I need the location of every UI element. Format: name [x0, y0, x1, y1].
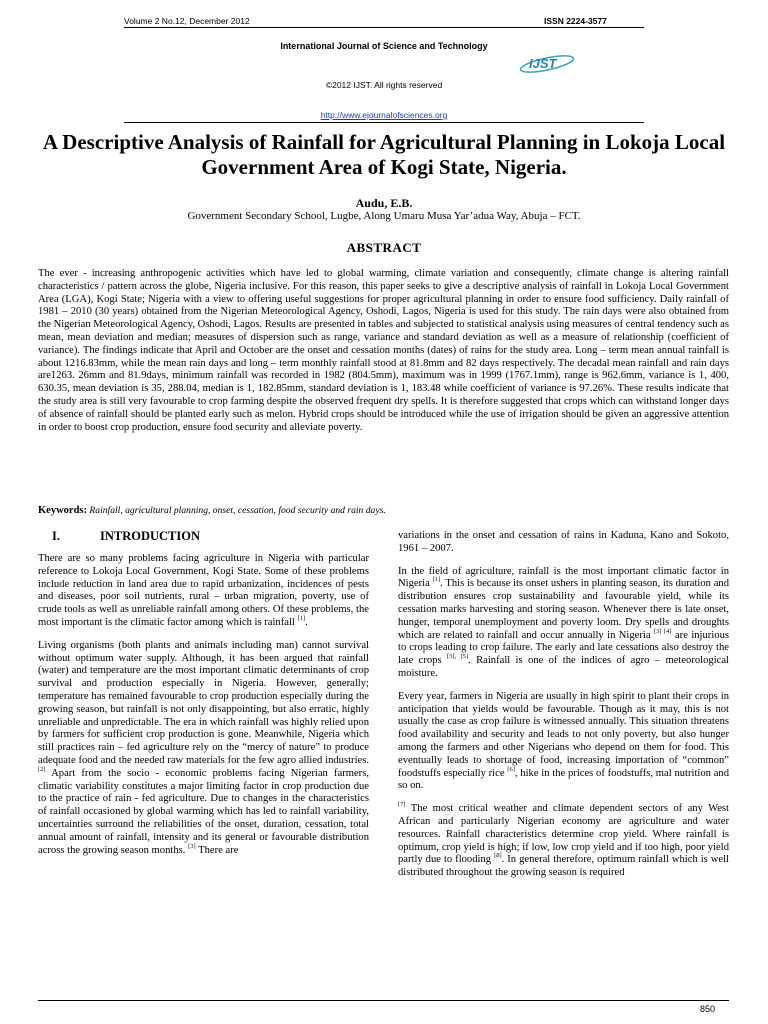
left-column — [38, 530, 369, 857]
header-rule — [124, 27, 644, 28]
citation: [3] [4] — [653, 627, 672, 635]
copyright: ©2012 IJST. All rights reserved — [325, 80, 443, 90]
section-number: I. — [52, 529, 60, 543]
logo-text: IJST — [529, 56, 557, 71]
intro-paragraph-3: In the field of agriculture, rainfall is the most important climatic factor in Nigeria [1]. This is because its onset ushers in planting season, its duration and distribution ensures crop sustainability and favourable yield, while its cessation marks harvesting and storing season. Whenever there is late onset, hunger, temporal unemployment and poverty loom. Dry spells and droughts which are related to rainfall and occur annually in Nigeria [3] [4] are injurious to crops leading to crop failure. The early and late cessations also destroy the late crops [3], [5]. Rainfall is one of the indices of agro – meteorological moisture. — [398, 565, 730, 679]
volume-label: Volume 2 No.12, December 2012 — [124, 16, 250, 26]
citation: [8] — [494, 852, 502, 860]
article-title: A Descriptive Analysis of Rainfall for Agricultural Planning in Lokoja Local Government Area of Kogi State, Nigeria. — [42, 130, 726, 179]
section-title: INTRODUCTION — [100, 529, 201, 543]
right-column — [398, 530, 729, 880]
abstract-text: The ever - increasing anthropogenic activities which have led to global warming, climate variation and consequently, climate change is altering rainfall characteristics / pattern across the globe, Nigeria inclusive. For this reason, this paper seeks to give a descriptive analysis of rainfall in Lokoja Local Government Area (LGA), Kogi State; Nigeria with a view to offering useful suggestions for proper agricultural planning in order to ensure food sufficiency. Daily rainfall of 1981 – 2010 (30 years) obtained from the Nigerian Meteorological Agency, Oshodi, Lagos, Nigeria is used for this study. The rain days were also obtained from the Nigerian Meteorological Agency, Oshodi, Lagos. Results are presented in tables and subjected to statistical analysis using measures of central tendency such as mean, mean deviation and median; measures of dispersion such as range, variance and standard deviation as well as a measure of relationship (coefficient of variance). The findings indicate that April and October are the onset and cessation months (dates) of rains for the study area. Long – term mean annual rainfall is about 1216.83mm, while the mean rain days and long – term monthly rainfall stood at 81.8mm and 82 days respectively. The decadal mean rainfall and rain days are1263. 26mm and 81.9days, minimum rainfall was recorded in 1982 (804.5mm), maximum was in 1999 (1767.1mm), range is 962.6mm, variance is 1, 400, 630.35, mean deviation is 35, 288.04, median is 1, 182.85mm, standard deviation is 1, 183.48 while coefficient of variance is 97.26%. These results indicate that the study area is still very favourable to crop farming despite the observed frequent dry spells. It is therefore suggested that crops which can withstand longer days of absence of rainfall should be planted early such as melon. Hybrid crops should be introduced while the use of irrigation should be given an aggressive attention in order to boost crop production, ensure food security and alleviate poverty. — [38, 268, 729, 433]
citation: [7] — [398, 801, 406, 809]
citation: [1] — [297, 614, 306, 622]
citation: [1] — [432, 576, 441, 584]
citation: [2] — [38, 765, 46, 773]
intro-paragraph-5: [7] The most critical weather and climate dependent sectors of any West African and particularly Nigerian economy are agriculture and water resources. Rainfall characteristics determine crop yield. Where rainfall is optimum, crop yield is high; if low, low crop yield and if too high, poor yield partly due to flooding [8]. In general therefore, optimum rainfall which is well distributed throughout the growing season is required — [398, 801, 730, 879]
author-affiliation: Government Secondary School, Lugbe, Along Umaru Musa Yar’adua Way, Abuja – FCT. — [187, 210, 581, 222]
intro-paragraph-4: Every year, farmers in Nigeria are usually in high spirit to plant their crops in anticipation that yields would be favourable. Though as it may, this is not usually the case as crop failure is witnessed annually. This situation threatens food availability and security and leads to not only poverty, but also hunger among the farmers and other Nigerians who depend on them for food. This eventually leads to shortage of food, increasing importation of “common” foodstuffs especially rice [6], hike in the prices of foodstuffs, mal nutrition and so on. — [398, 690, 729, 792]
journal-url-link[interactable]: http://www.ejournalofsciences.org — [320, 110, 448, 120]
section-heading — [38, 530, 369, 544]
url-rule — [124, 122, 644, 123]
keywords-text: Rainfall, agricultural planning, onset, cessation, food security and rain days. — [89, 505, 386, 516]
abstract-heading: ABSTRACT — [346, 240, 422, 255]
journal-name: International Journal of Science and Technology — [280, 41, 488, 51]
citation: [3], [5] — [446, 653, 469, 661]
issn-label: ISSN 2224-3577 — [544, 16, 607, 26]
intro-paragraph-1: There are so many problems facing agriculture in Nigeria with particular reference to Lokoja Local Government, Kogi State. Some of these problems include reduction in land area due to rapid urbanization, incidences of pests and diseases, poor soil nutrients, rural – urban migration, poverty, use of crude tools as well as unreliable rainfall among others. Of these problems, the most important is the climatic factor among which is rainfall [1]. — [38, 553, 369, 628]
keywords-label: Keywords: — [38, 505, 87, 516]
page-number: 850 — [700, 1004, 716, 1014]
citation: [3] — [188, 842, 196, 850]
citation: [6] — [507, 765, 515, 773]
author-name: Audu, E.B. — [355, 196, 413, 210]
intro-paragraph-2: Living organisms (both plants and animals including man) cannot survival without optimum water supply. Although, it has been argued that rainfall (water) and temperature are the most important climatic determinants of crop survival and production especially in Nigeria. However, generally; temperature has remained favourable to crop production especially during the growing season, but rainfall is not only disappointing, but also erratic, highly unreliable and unpredictable. The era in which rainfall was highly relied upon by farmers for sufficient crop production is gone. Meanwhile, Nigeria which still practices rain – fed agriculture rely on the “mercy of nature” to produce adequate food and the needed raw materials for the few agro allied industries. [2] Apart from the socio - economic problems facing Nigerian farmers, climatic variability constitutes a major limiting factor in crop production due to the practice of rain - fed agriculture. Due to changes in the characteristics of rainfall occasioned by global warming which has led to rainfall variability, uncertainties surround the reliabilities of the onset, duration, cessation, total annual amount of rainfall, intensity and its general or favourable distribution across the growing season months. [3] There are — [38, 639, 369, 856]
ijst-logo — [517, 53, 577, 73]
keywords — [38, 505, 729, 516]
intro-paragraph-continued: variations in the onset and cessation of rains in Kaduna, Kano and Sokoto, 1961 – 2007. — [398, 530, 729, 554]
footer-rule — [38, 1000, 729, 1001]
